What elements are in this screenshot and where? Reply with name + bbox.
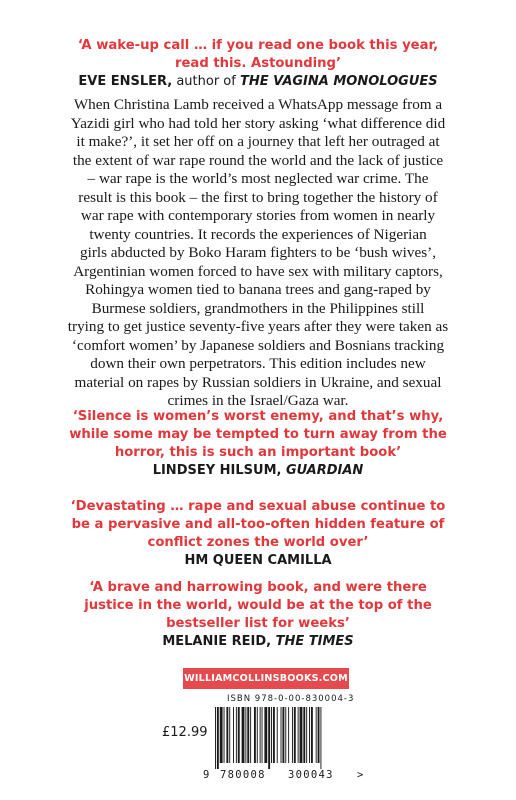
attribution-name: LINDSEY HILSUM, [152,463,282,478]
quote-attribution [0,552,516,570]
blurb-line: down their own perpetrators. This edition includes new [90,355,426,372]
attribution-work: THE VAGINA MONOLOGUES [239,74,438,89]
barcode-icon [213,707,353,769]
blurb-line: war rape with contemporary stories from women in nearly [80,207,436,224]
quote-ensler [0,37,516,91]
quote-line: read this. Astounding’ [174,56,342,71]
price-label: £12.99 [162,725,208,740]
attribution-work: GUARDIAN [286,463,364,478]
attribution-name: EVE ENSLER, [78,74,173,89]
quote-attribution [0,462,516,480]
blurb-line: the extent of war rape round the world and the lack of justice [72,151,444,169]
quote-line: be a pervasive and all-too-often hidden feature of [71,517,445,532]
blurb-line: twenty countries. It records the experiences of Nigerian [89,225,427,243]
quote-line: ‘A brave and harrowing book, and were there [89,580,427,595]
blurb-line: trying to get justice seventy-five years after they were taken as [67,318,449,335]
attribution-name: HM QUEEN CAMILLA [184,553,332,568]
blurb-line: it make?’, it set her off on a journey that left her outraged at [76,133,440,150]
barcode-digit-group: 300043 [288,769,334,781]
quote-line: justice in the world, would be at the top of the [84,598,432,613]
attribution-name: MELANIE REID, [162,634,272,649]
quote-line: conflict zones the world over’ [147,535,369,550]
blurb-line: material on rapes by Russian soldiers in Ukraine, and sexual [74,373,442,391]
attribution-role: author of [172,74,240,89]
blurb-line: crimes in the Israel/Gaza war. [167,392,349,409]
quote-line: ‘Devastating … rape and sexual abuse continue to [70,499,446,514]
quote-line: ‘Silence is women’s worst enemy, and that’s why, [72,409,444,424]
blurb-line: Rohingya women tied to banana trees and gang-raped by [85,281,431,298]
publisher-website-banner: WILLIAMCOLLINSBOOKS.COM [183,668,349,689]
quote-line: ‘A wake-up call … if you read one book this year, [77,38,439,53]
quote-camilla [0,498,516,570]
quote-line: bestseller list for weeks’ [166,616,350,631]
barcode-digit-first: 9 [203,769,210,781]
blurb-line: – war rape is the world’s most neglected war crime. The [87,170,429,187]
blurb-line: ‘comfort women’ by Japanese soldiers and Bosnians tracking [71,336,445,354]
attribution-work: THE TIMES [275,634,354,649]
blurb-line: Argentinian women forced to have sex with military captors, [73,262,443,280]
blurb-line: When Christina Lamb received a WhatsApp message from a [73,96,443,113]
quote-hilsum [0,408,516,480]
blurb-line: Burmese soldiers, grandmothers in the Philippines still [91,299,425,317]
quote-attribution [0,73,516,91]
quote-line: horror, this is such an important book’ [114,445,402,460]
blurb-line: Yazidi girl who had told her story asking ‘what difference did [70,114,446,132]
blurb-line: result is this book – the first to bring together the history of [78,188,438,206]
quote-attribution [0,633,516,651]
blurb-line: girls abducted by Boko Haram fighters to be ‘bush wives’, [80,244,436,261]
barcode-digit-group: 780008 [220,769,266,781]
quote-line: while some may be tempted to turn away from the [69,427,447,442]
book-blurb [0,96,516,411]
isbn-number: ISBN 978-0-00-830004-3 [227,694,355,704]
barcode-arrow: > [357,769,364,781]
quote-reid [0,579,516,651]
